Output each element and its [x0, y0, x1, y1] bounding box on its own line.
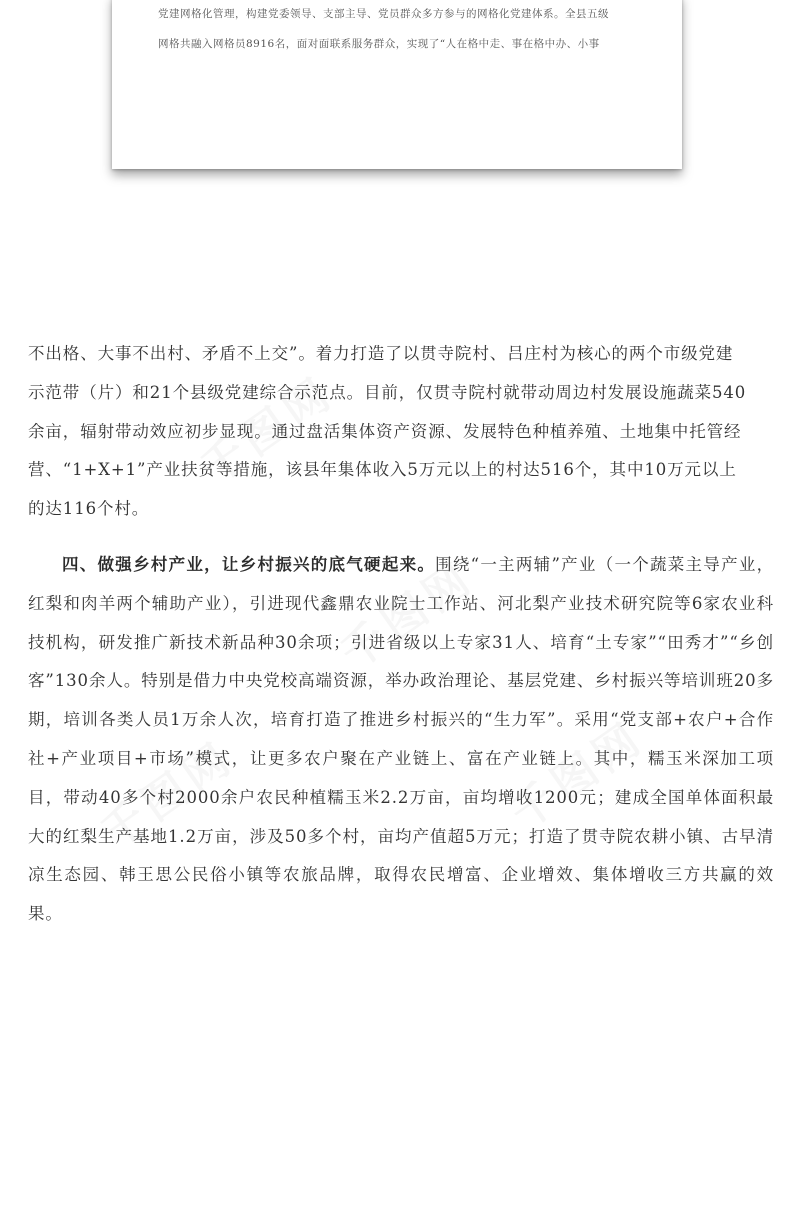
text-line: 余亩，辐射带动效应初步显现。通过盘活集体资产资源、发展特色种植养殖、土地集中托管经	[28, 421, 742, 441]
article-body	[28, 335, 774, 934]
paragraph-rural-industry	[28, 546, 774, 934]
preview-text-line: 网格共融入网格员8916名，面对面联系服务群众，实现了“人在格中走、事在格中办、小事	[158, 38, 600, 50]
section-heading: 四、做强乡村产业，让乡村振兴的底气硬起来。	[62, 554, 436, 574]
text-line: 示范带（片）和21个县级党建综合示范点。目前，仅贯寺院村就带动周边村发展设施蔬菜540	[28, 382, 747, 402]
document-preview-card	[112, 0, 682, 169]
text-line: 的达116个村。	[28, 499, 150, 519]
paragraph-text: 围绕“一主两辅”产业（一个蔬菜主导产业，红梨和肉羊两个辅助产业），引进现代鑫鼎农业院士工作站、河北梨产业技术研究院等6家农业科技机构，研发推广新技术新品种30余项；引进省级以上专家31人、培育“土专家”“田秀才”“乡创客”130余人。特别是借力中央党校高端资源，举办政治理论、基层党建、乡村振兴等培训班20多期，培训各类人员1万余人次，培育打造了推进乡村振兴的“生力军”。采用“党支部+农户+合作社+产业项目+市场”模式，让更多农户聚在产业链上、富在产业链上。其中，糯玉米深加工项目，带动40多个村2000余户农民种植糯玉米2.2万亩，亩均增收1200元；建成全国单体面积最大的红梨生产基地1.2万亩，涉及50多个村，亩均产值超5万元；打造了贯寺院农耕小镇、古早清凉生态园、韩王思公民俗小镇等农旅品牌，取得农民增富、企业增效、集体增收三方共赢的效果。	[28, 554, 775, 924]
text-line: 不出格、大事不出村、矛盾不上交”。着力打造了以贯寺院村、吕庄村为核心的两个市级党建	[28, 344, 734, 363]
preview-text-line: 党建网格化管理，构建党委领导、支部主导、党员群众多方参与的网格化党建体系。全县五级	[158, 8, 609, 20]
paragraph-rural-party-building	[28, 335, 774, 529]
text-line: 营、“1+X+1”产业扶贫等措施，该县年集体收入5万元以上的村达516个，其中10万元以上	[28, 460, 737, 480]
